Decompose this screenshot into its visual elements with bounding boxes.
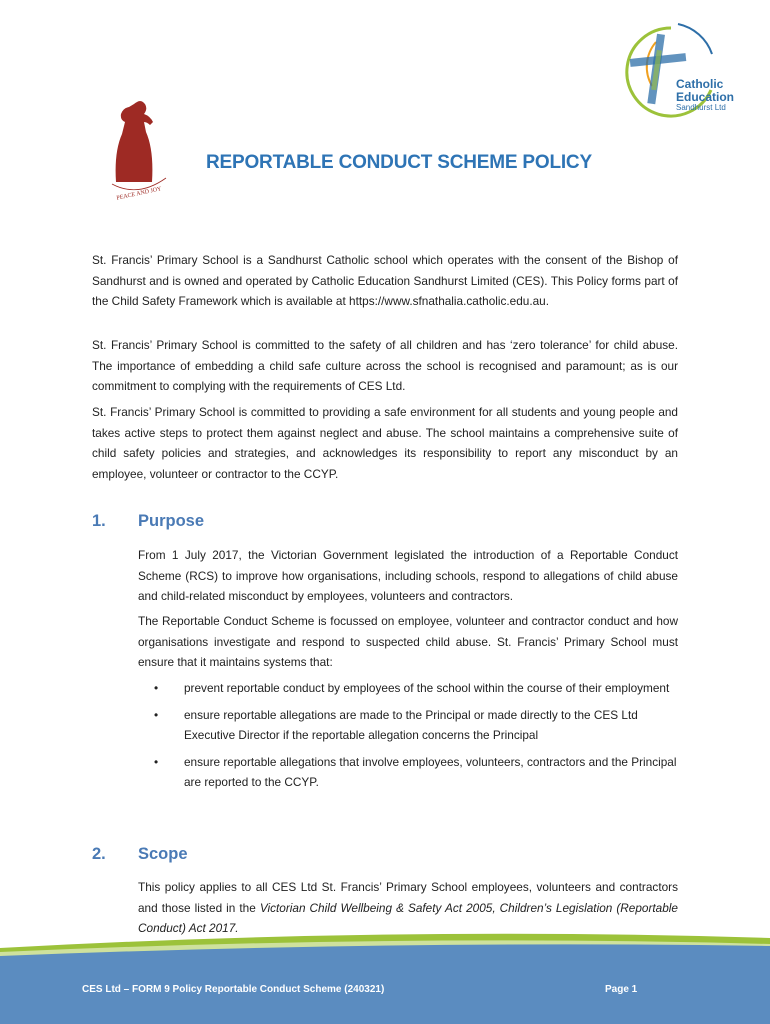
purpose-bullet-list bbox=[154, 678, 678, 799]
section-heading-scope bbox=[92, 845, 188, 864]
list-item: • ensure reportable allegations that involve employees, volunteers, contractors and the Principal are reported to the CCYP. bbox=[154, 752, 678, 792]
section-title: Purpose bbox=[138, 512, 205, 530]
footer-band bbox=[0, 920, 770, 1024]
intro-paragraph-2: St. Francis’ Primary School is committed to the safety of all children and has ‘zero tolerance’ for child abuse. The importance of embedding a child safe culture across the school is recognised and paramount; as is our commitment to complying with the requirements of CES Ltd. bbox=[92, 338, 678, 393]
ces-logo-line3: Sandhurst Ltd bbox=[676, 103, 726, 112]
list-item: • prevent reportable conduct by employees of the school within the course of their employment bbox=[154, 678, 678, 698]
footer-document-title: CES Ltd – FORM 9 Policy Reportable Conduct Scheme (240321) bbox=[82, 984, 385, 995]
section-heading-purpose bbox=[92, 512, 204, 531]
page-title: REPORTABLE CONDUCT SCHEME POLICY bbox=[206, 152, 592, 173]
bullet-icon: • bbox=[154, 708, 159, 722]
purpose-paragraph-1: From 1 July 2017, the Victorian Government legislated the introduction of a Reportable Conduct Scheme (RCS) to improve how organisations, including schools, respond to allegations of child abuse and child-related misconduct by employees, volunteers and contractors. bbox=[138, 548, 678, 603]
section-number: 1. bbox=[92, 512, 106, 530]
ces-logo bbox=[616, 20, 748, 120]
purpose-paragraph-2: The Reportable Conduct Scheme is focussed on employee, volunteer and contractor conduct and how organisations investigate and respond to suspected child abuse. St. Francis’ Primary School must ensure that it maintains systems that: bbox=[138, 614, 678, 669]
ces-logo-line1: Catholic bbox=[676, 77, 724, 91]
section-title: Scope bbox=[138, 845, 188, 863]
bullet-icon: • bbox=[154, 681, 159, 695]
ces-logo-line2: Education bbox=[676, 90, 735, 104]
section-number: 2. bbox=[92, 845, 106, 863]
scope-paragraph: This policy applies to all CES Ltd St. Francis’ Primary School employees, volunteers and contractors and those listed in the Victorian Child Wellbeing & Safety Act 2005, Children’s Legislation (Reportable Conduct) Act 2017. bbox=[138, 880, 678, 935]
intro-paragraph-1: St. Francis’ Primary School is a Sandhurst Catholic school which operates with the consent of the Bishop of Sandhurst and is owned and operated by Catholic Education Sandhurst Limited (CES). This Policy forms part of the Child Safety Framework which is available at https://www.sfnathalia.catholic.edu.au. bbox=[92, 253, 678, 308]
school-logo bbox=[104, 98, 174, 202]
list-item: • ensure reportable allegations are made to the Principal or made directly to the CES Ltd Executive Director if the reportable allegation concerns the Principal bbox=[154, 705, 678, 745]
intro-paragraph-3: St. Francis’ Primary School is committed to providing a safe environment for all students and young people and takes active steps to protect them against neglect and abuse. The school maintains a comprehensive suite of child safety policies and strategies, and acknowledges its responsibility to report any misconduct by an employee, volunteer or contractor to the CCYP. bbox=[92, 405, 678, 481]
footer-page-number: Page 1 bbox=[605, 984, 638, 995]
school-motto: PEACE AND JOY bbox=[116, 186, 163, 202]
bullet-icon: • bbox=[154, 755, 159, 769]
